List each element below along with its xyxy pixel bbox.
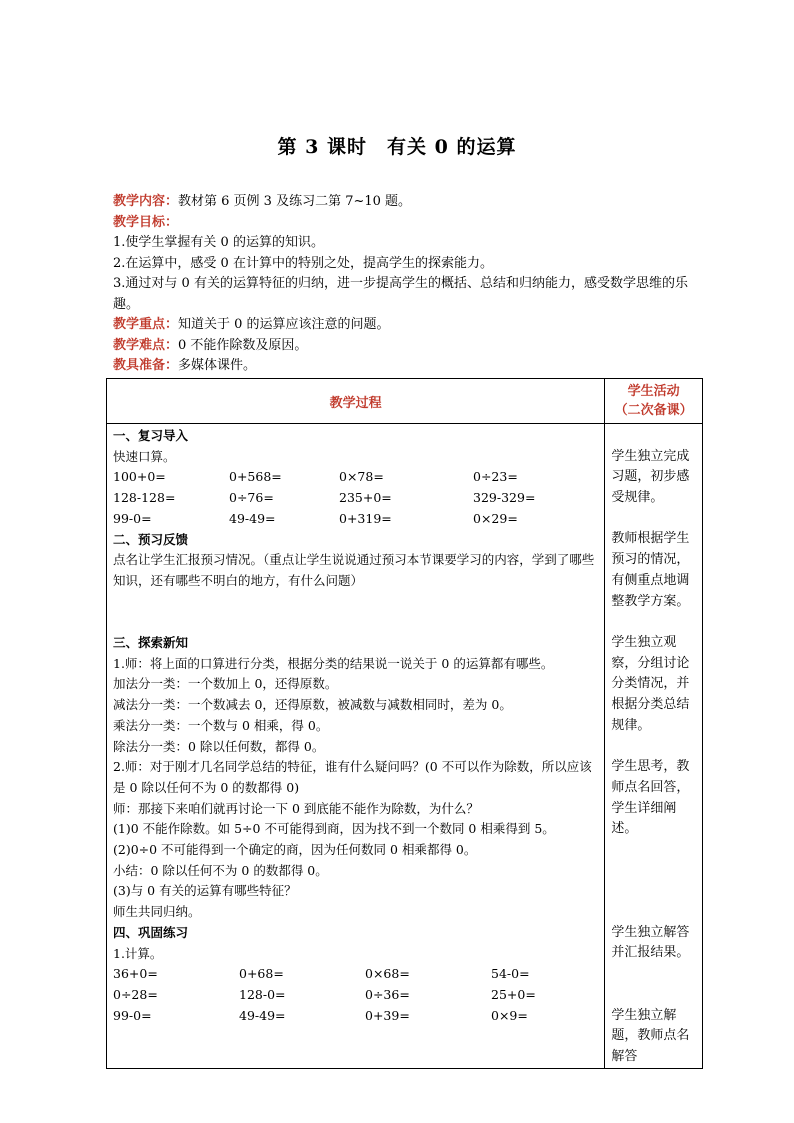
section4-intro: 1.计算。 xyxy=(113,945,163,961)
activity-section3-b: 学生思考，教师点名回答，学生详细阐述。 xyxy=(611,759,690,837)
spacer xyxy=(611,985,696,1006)
section2-title: 二、预习反馈 xyxy=(113,531,189,547)
lesson-meta xyxy=(113,192,703,377)
goal-3: 3.通过对与 0 有关的运算特征的归纳，进一步提高学生的概括、总结和归纳能力，感受数学思维的乐趣。 xyxy=(113,276,688,312)
table-header-row xyxy=(107,379,703,424)
key-row xyxy=(113,315,703,336)
tools-label: 教具准备： xyxy=(113,358,179,373)
spacer xyxy=(113,612,598,633)
section3-line: 1.师：将上面的口算进行分类，根据分类的结果说一说关于 0 的运算都有哪些。 xyxy=(113,655,554,671)
spacer xyxy=(611,426,696,447)
content-text: 教材第 6 页例 3 及练习二第 7~10 题。 xyxy=(178,194,412,209)
section1-row-1 xyxy=(113,467,598,488)
activity-cell xyxy=(605,424,703,1069)
section3-line: 减法分一类：一个数减去 0，还得原数，被减数与减数相同时，差为 0。 xyxy=(113,697,512,713)
calc-item: 0÷28= xyxy=(113,986,158,1002)
key-label: 教学重点： xyxy=(113,317,179,332)
difficulty-text: 0 不能作除数及原因。 xyxy=(178,337,308,353)
header-process: 教学过程 xyxy=(107,379,605,424)
goal-label-row xyxy=(113,213,703,234)
section3-title: 三、探索新知 xyxy=(113,635,189,650)
calc-item: 0×29= xyxy=(473,510,518,526)
calc-item: 329-329= xyxy=(473,490,536,506)
header-activity-line2: （二次备课） xyxy=(614,403,693,418)
calc-item: 54-0= xyxy=(491,966,530,982)
calc-item: 128-0= xyxy=(239,986,286,1002)
section4-row-2 xyxy=(113,985,598,1006)
section1-row-3 xyxy=(113,509,598,530)
section1-title: 一、复习导入 xyxy=(113,428,189,443)
spacer xyxy=(611,861,696,882)
calc-item: 235+0= xyxy=(339,490,392,506)
spacer xyxy=(611,612,696,633)
spacer xyxy=(113,592,598,613)
calc-item: 36+0= xyxy=(113,966,158,982)
spacer xyxy=(611,509,696,530)
calc-item: 49-49= xyxy=(239,1007,286,1023)
spacer xyxy=(611,902,696,923)
header-activity xyxy=(605,379,703,424)
goal-1: 1.使学生掌握有关 0 的运算的知识。 xyxy=(113,235,324,250)
content-row xyxy=(113,192,703,213)
calc-item: 0+319= xyxy=(339,510,392,526)
process-cell xyxy=(107,424,605,1069)
section3-line: (2)0÷0 不可能得到一个确定的商，因为任何数同 0 相乘都得 0。 xyxy=(113,842,477,858)
spacer xyxy=(611,737,696,758)
calc-item: 100+0= xyxy=(113,469,166,485)
spacer xyxy=(611,881,696,902)
page-title: 第 3 课时 有关 0 的运算 xyxy=(277,136,517,158)
spacer xyxy=(611,840,696,861)
activity-section2: 教师根据学生预习的情况，有侧重点地调整教学方案。 xyxy=(611,531,690,609)
spacer xyxy=(611,964,696,985)
calc-item: 0×68= xyxy=(365,966,410,982)
section3-line: 师生共同归纳。 xyxy=(113,904,201,920)
section4-row-3 xyxy=(113,1006,598,1027)
calc-item: 49-49= xyxy=(229,510,276,526)
calc-item: 0×78= xyxy=(339,469,384,485)
section1-row-2 xyxy=(113,488,598,509)
content-label: 教学内容： xyxy=(113,194,179,209)
section3-line: (1)0 不能作除数。如 5÷0 不可能得到商，因为找不到一个数同 0 相乘得到 5。 xyxy=(113,821,555,837)
calc-item: 25+0= xyxy=(491,986,536,1002)
calc-item: 0+68= xyxy=(239,966,284,982)
difficulty-label: 教学难点： xyxy=(113,337,179,353)
section3-line: 小结：0 除以任何不为 0 的数都得 0。 xyxy=(113,862,328,878)
section1-intro: 快速口算。 xyxy=(113,448,176,464)
calc-item: 0÷76= xyxy=(229,490,274,506)
activity-section3-a: 学生独立观察，分组讨论分类情况，并根据分类总结规律。 xyxy=(611,634,690,733)
calc-item: 0÷23= xyxy=(473,469,518,485)
calc-item: 0+568= xyxy=(229,469,282,485)
activity-section4: 学生独立解题，教师点名解答 xyxy=(611,1007,690,1064)
section3-line: 乘法分一类：一个数与 0 相乘，得 0。 xyxy=(113,717,329,733)
goal-2: 2.在运算中，感受 0 在计算中的特别之处，提高学生的探索能力。 xyxy=(113,255,493,271)
header-activity-line1: 学生活动 xyxy=(627,384,680,399)
calc-item: 0×9= xyxy=(491,1007,528,1023)
calc-item: 99-0= xyxy=(113,510,152,526)
key-text: 知道关于 0 的运算应该注意的问题。 xyxy=(178,317,390,332)
calc-item: 0+39= xyxy=(365,1007,410,1023)
section3-line: (3)与 0 有关的运算有哪些特征？ xyxy=(113,883,297,899)
section3-line: 2.师：对于刚才几名同学总结的特征，谁有什么疑问吗？(0 不可以作为除数，所以应该是 0 除以任何不为 0 的数都得 0) xyxy=(113,759,592,795)
section2-text: 点名让学生汇报预习情况。（重点让学生说说通过预习本节课要学习的内容，学到了哪些知识，还有哪些不明白的地方，有什么问题） xyxy=(113,552,595,588)
section3-line: 加法分一类：一个数加上 0，还得原数。 xyxy=(113,676,338,692)
activity-section1: 学生独立完成习题，初步感受规律。 xyxy=(611,448,690,506)
calc-item: 99-0= xyxy=(113,1007,152,1023)
activity-section3-c: 学生独立解答并汇报结果。 xyxy=(611,924,690,961)
section4-row-1 xyxy=(113,964,598,985)
tools-text: 多媒体课件。 xyxy=(178,358,257,373)
goal-label: 教学目标： xyxy=(113,214,179,230)
table-body-row xyxy=(107,424,703,1069)
section4-title: 四、巩固练习 xyxy=(113,924,189,940)
calc-item: 0÷36= xyxy=(365,986,410,1002)
calc-item: 128-128= xyxy=(113,490,176,506)
tools-row xyxy=(113,356,703,377)
section3-line: 除法分一类：0 除以任何数，都得 0。 xyxy=(113,738,325,754)
section3-line: 师：那接下来咱们就再讨论一下 0 到底能不能作为除数，为什么？ xyxy=(113,800,479,816)
difficulty-row xyxy=(113,336,703,357)
lesson-table xyxy=(106,378,703,1069)
